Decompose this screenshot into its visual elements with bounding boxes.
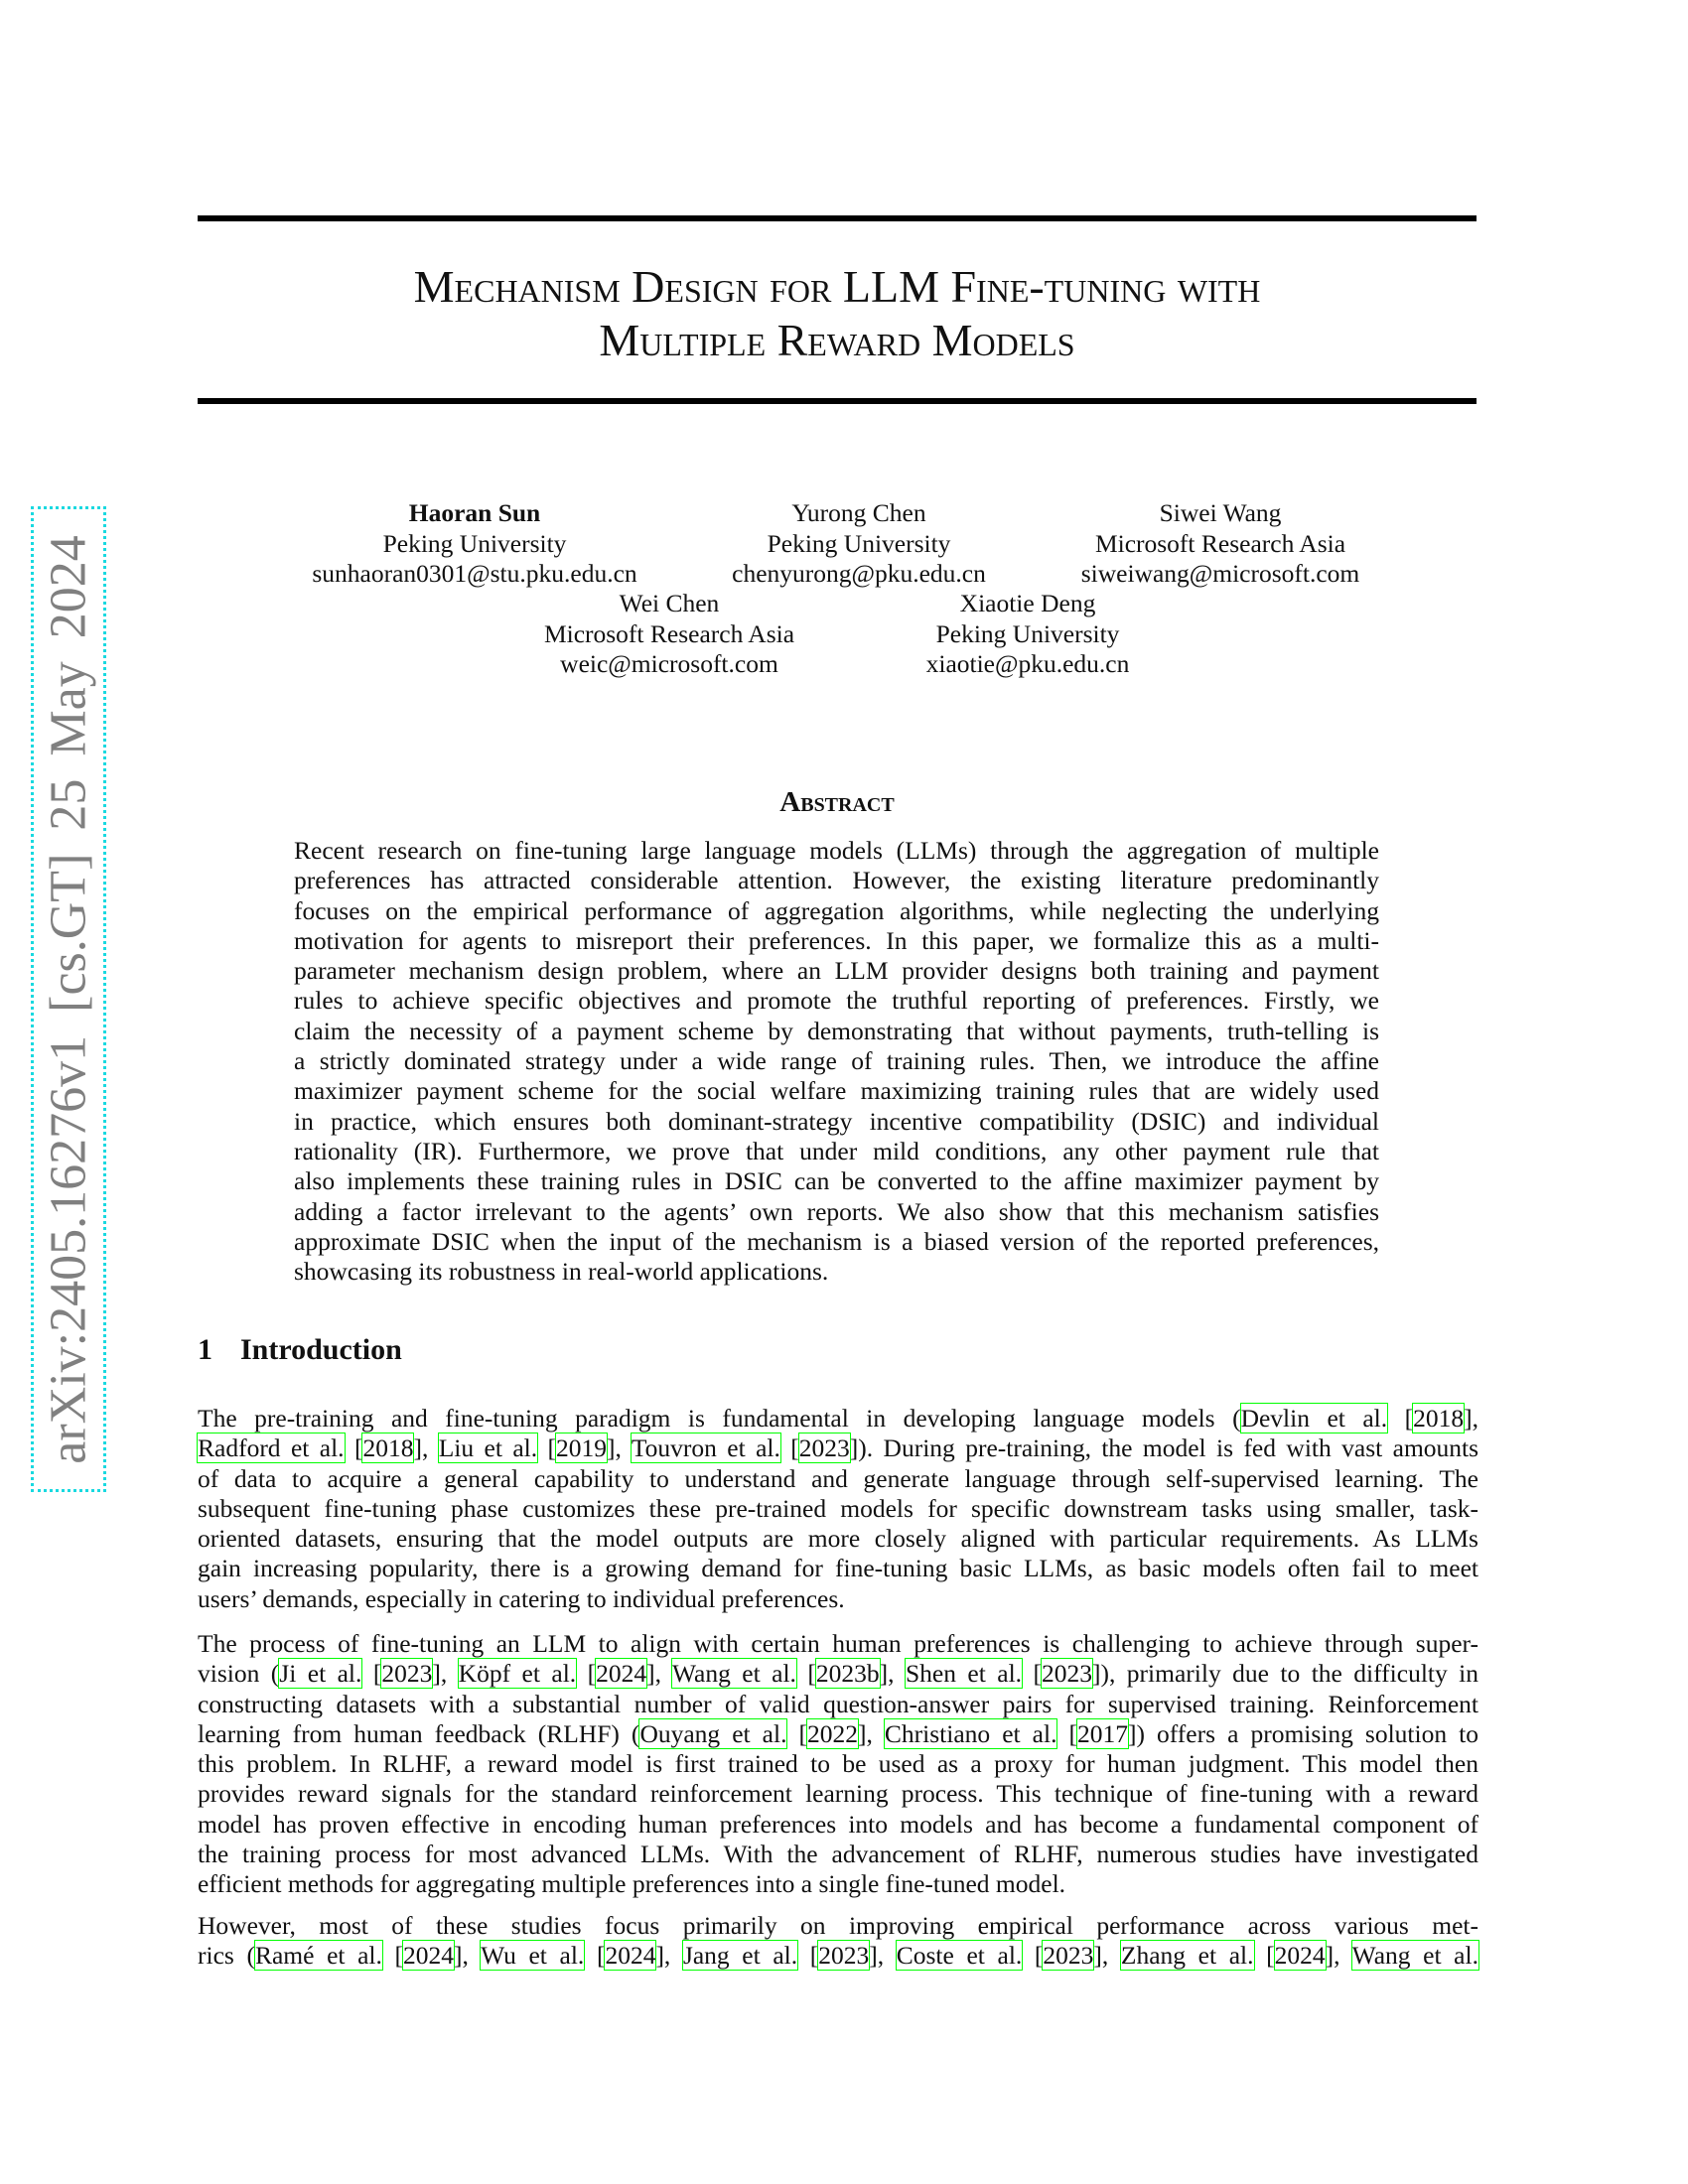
text-segment: learning from human feedback (RLHF) ( bbox=[198, 1718, 640, 1748]
text-segment: provides reward signals for the standard reinforcement learning process. This technique of fine-tuning with a reward bbox=[198, 1779, 1478, 1809]
text-segment: the training process for most advanced LLMs. With the advancement of RLHF, numerous studies have investigated bbox=[198, 1840, 1478, 1869]
text-line bbox=[198, 1911, 1478, 1941]
abstract-line: claim the necessity of a payment scheme by demonstrating that without payments, truth-telling is bbox=[294, 1016, 1379, 1045]
text-segment: gain increasing popularity, there is a growing demand for fine-tuning basic LLMs, as basic models often fail to meet bbox=[198, 1554, 1478, 1583]
author-affiliation: Microsoft Research Asia bbox=[543, 618, 795, 648]
author-block bbox=[962, 498, 1478, 590]
citation-link[interactable]: Devlin et al. bbox=[1240, 1404, 1388, 1433]
author-block bbox=[770, 589, 1286, 680]
arxiv-stamp bbox=[31, 506, 106, 1492]
text-line bbox=[198, 1524, 1478, 1554]
text-line bbox=[198, 1659, 1478, 1689]
citation-link[interactable]: Coste et al. bbox=[896, 1941, 1023, 1971]
arxiv-identifier: arXiv:2405.16276v1 [cs.GT] 25 May 2024 bbox=[40, 534, 97, 1464]
abstract-line: preferences has attracted considerable attention. However, the existing literature predominantly bbox=[294, 866, 1379, 895]
text-segment: vision ( bbox=[198, 1659, 280, 1689]
text-line bbox=[198, 1433, 1478, 1463]
text-segment: ], bbox=[607, 1433, 632, 1463]
citation-link[interactable]: 2017 bbox=[1077, 1718, 1128, 1748]
text-segment: The pre-training and fine-tuning paradigm is fundamental in developing language models ( bbox=[198, 1404, 1241, 1433]
paragraph bbox=[198, 1629, 1478, 1900]
author-name: Wei Chen bbox=[619, 589, 720, 617]
text-segment: [ bbox=[1253, 1941, 1275, 1971]
text-segment: [ bbox=[1387, 1404, 1414, 1433]
text-segment: ], bbox=[1093, 1941, 1121, 1971]
text-segment: constructing datasets with a substantial number of valid question-answer pairs for supervised training. Reinforcement bbox=[198, 1689, 1478, 1718]
author-name: Xiaotie Deng bbox=[959, 589, 1096, 617]
citation-link[interactable]: 2023b bbox=[815, 1659, 880, 1689]
citation-link[interactable]: 2024 bbox=[605, 1941, 656, 1971]
text-segment: [ bbox=[779, 1433, 799, 1463]
citation-link[interactable]: Shen et al. bbox=[905, 1659, 1023, 1689]
abstract-line: rules to achieve specific objectives and promote the truthful reporting of preferences. Firstly, we bbox=[294, 986, 1379, 1016]
author-name: Siwei Wang bbox=[1159, 498, 1282, 527]
text-segment: users’ demands, especially in catering to individual preferences. bbox=[198, 1583, 845, 1613]
section-title: Introduction bbox=[240, 1333, 402, 1366]
citation-link[interactable]: 2024 bbox=[1274, 1941, 1326, 1971]
citation-link[interactable]: 2018 bbox=[1413, 1404, 1465, 1433]
text-segment: [ bbox=[797, 1941, 819, 1971]
text-line bbox=[198, 1404, 1478, 1433]
abstract-line: motivation for agents to misreport their preferences. In this paper, we formalize this as a multi- bbox=[294, 925, 1379, 955]
text-segment: of data to acquire a general capability to understand and generate language through self-supervised learning. The bbox=[198, 1463, 1478, 1493]
abstract-line: parameter mechanism design problem, where an LLM provider designs both training and payment bbox=[294, 956, 1379, 986]
citation-link[interactable]: Christiano et al. bbox=[884, 1718, 1057, 1748]
text-line bbox=[198, 1840, 1478, 1869]
author-email[interactable]: weic@microsoft.com bbox=[560, 649, 778, 678]
citation-link[interactable]: Wang et al. bbox=[1351, 1941, 1478, 1971]
abstract-line: in practice, which ensures both dominant-strategy incentive compatibility (DSIC) and individual bbox=[294, 1106, 1379, 1136]
abstract-heading: Abstract bbox=[779, 786, 895, 818]
text-segment: However, most of these studies focus primarily on improving empirical performance across various met- bbox=[198, 1911, 1478, 1940]
text-segment: ], bbox=[646, 1659, 672, 1689]
citation-link[interactable]: 2019 bbox=[556, 1433, 608, 1463]
text-line bbox=[198, 1779, 1478, 1809]
text-line bbox=[198, 1494, 1478, 1524]
text-segment: subsequent fine-tuning phase customizes these pre-trained models for specific downstream tasks using smaller, task- bbox=[198, 1493, 1478, 1523]
author-name: Yurong Chen bbox=[791, 498, 926, 527]
citation-link[interactable]: 2024 bbox=[596, 1659, 647, 1689]
citation-link[interactable]: Wu et al. bbox=[481, 1941, 585, 1971]
text-line bbox=[198, 1869, 1478, 1899]
text-line bbox=[198, 1464, 1478, 1494]
text-segment: [ bbox=[786, 1718, 807, 1748]
citation-link[interactable]: 2018 bbox=[362, 1433, 414, 1463]
text-segment: The process of fine-tuning an LLM to align with certain human preferences is challenging to achieve through super- bbox=[198, 1629, 1478, 1658]
text-segment: ]), primarily due to the difficulty in bbox=[1092, 1659, 1479, 1689]
text-segment: ], bbox=[655, 1941, 683, 1971]
text-line bbox=[198, 1629, 1478, 1659]
abstract-line: a strictly dominated strategy under a wide range of training rules. Then, we introduce the affine bbox=[294, 1046, 1379, 1076]
author-affiliation: Peking University bbox=[382, 528, 567, 558]
text-line bbox=[198, 1941, 1478, 1971]
abstract-line: maximizer payment scheme for the social welfare maximizing training rules that are widely used bbox=[294, 1076, 1379, 1106]
text-segment: ], bbox=[869, 1941, 897, 1971]
author-email[interactable]: sunhaoran0301@stu.pku.edu.cn bbox=[312, 559, 637, 588]
section-number: 1 bbox=[198, 1333, 212, 1366]
citation-link[interactable]: Liu et al. bbox=[438, 1433, 538, 1463]
text-segment: [ bbox=[537, 1433, 557, 1463]
abstract-line: also implements these training rules in DSIC can be converted to the affine maximizer payment by bbox=[294, 1166, 1379, 1196]
text-segment: ], bbox=[413, 1433, 439, 1463]
paper-title-line-1: Mechanism Design for LLM Fine-tuning with bbox=[413, 261, 1261, 312]
text-segment: ], bbox=[879, 1659, 906, 1689]
author-email[interactable]: siweiwang@microsoft.com bbox=[1080, 559, 1360, 588]
citation-link[interactable]: 2023 bbox=[798, 1433, 850, 1463]
abstract-text bbox=[294, 836, 1379, 1287]
text-segment: [ bbox=[381, 1941, 404, 1971]
citation-link[interactable]: 2023 bbox=[1043, 1941, 1094, 1971]
text-segment: [ bbox=[344, 1433, 363, 1463]
abstract-line: focuses on the empirical performance of aggregation algorithms, while neglecting the underlying bbox=[294, 895, 1379, 925]
author-affiliation: Peking University bbox=[767, 528, 951, 558]
text-segment: ], bbox=[454, 1941, 482, 1971]
text-segment: [ bbox=[1056, 1718, 1077, 1748]
abstract-line: adding a factor irrelevant to the agents’ own reports. We also show that this mechanism satisfies bbox=[294, 1196, 1379, 1226]
citation-link[interactable]: 2023 bbox=[381, 1659, 433, 1689]
text-segment: ]) offers a promising solution to bbox=[1128, 1718, 1478, 1748]
citation-link[interactable]: 2023 bbox=[818, 1941, 870, 1971]
abstract-line: Recent research on fine-tuning large language models (LLMs) through the aggregation of multiple bbox=[294, 836, 1379, 865]
text-segment: ], bbox=[858, 1718, 885, 1748]
paragraph bbox=[198, 1911, 1478, 1972]
section-heading bbox=[198, 1333, 402, 1367]
citation-link[interactable]: Ji et al. bbox=[279, 1659, 362, 1689]
text-line bbox=[198, 1554, 1478, 1583]
paragraph bbox=[198, 1404, 1478, 1614]
citation-link[interactable]: Wang et al. bbox=[671, 1659, 796, 1689]
text-segment: ], bbox=[1325, 1941, 1352, 1971]
text-line bbox=[198, 1584, 1478, 1614]
title-bottom-rule bbox=[198, 398, 1477, 404]
citation-link[interactable]: Ramé et al. bbox=[254, 1941, 382, 1971]
text-segment: oriented datasets, ensuring that the model outputs are more closely aligned with particular requirements. As LLMs bbox=[198, 1524, 1478, 1554]
text-segment: [ bbox=[584, 1941, 606, 1971]
text-segment: ], bbox=[1464, 1404, 1478, 1433]
citation-link[interactable]: 2024 bbox=[403, 1941, 455, 1971]
text-line bbox=[198, 1810, 1478, 1840]
text-segment: efficient methods for aggregating multiple preferences into a single fine-tuned model. bbox=[198, 1869, 1066, 1899]
text-segment: [ bbox=[795, 1659, 816, 1689]
text-segment: [ bbox=[1022, 1659, 1042, 1689]
citation-link[interactable]: Zhang et al. bbox=[1120, 1941, 1254, 1971]
text-segment: model has proven effective in encoding human preferences into models and has become a fundamental component of bbox=[198, 1809, 1478, 1839]
text-segment: [ bbox=[1022, 1941, 1044, 1971]
author-name: Haoran Sun bbox=[408, 498, 541, 527]
citation-link[interactable]: 2023 bbox=[1042, 1659, 1092, 1689]
citation-link[interactable]: 2022 bbox=[807, 1718, 858, 1748]
text-segment: ], bbox=[432, 1659, 459, 1689]
citation-link[interactable]: Ouyang et al. bbox=[639, 1718, 787, 1748]
abstract-line: approximate DSIC when the input of the mechanism is a biased version of the reported preferences, bbox=[294, 1226, 1379, 1256]
citation-link[interactable]: Köpf et al. bbox=[458, 1659, 577, 1689]
author-email[interactable]: xiaotie@pku.edu.cn bbox=[925, 649, 1130, 678]
citation-link[interactable]: Jang et al. bbox=[682, 1941, 798, 1971]
text-line bbox=[198, 1719, 1478, 1749]
citation-link[interactable]: Radford et al. bbox=[198, 1433, 345, 1463]
paper-title-line-2: Multiple Reward Models bbox=[599, 315, 1075, 365]
text-segment: [ bbox=[576, 1659, 597, 1689]
text-segment: [ bbox=[361, 1659, 382, 1689]
text-segment: ]). During pre-training, the model is fed with vast amounts bbox=[849, 1433, 1479, 1463]
author-affiliation: Microsoft Research Asia bbox=[1094, 528, 1346, 558]
text-segment: this problem. In RLHF, a reward model is first trained to be used as a proxy for human judgment. This model then bbox=[198, 1749, 1478, 1779]
author-affiliation: Peking University bbox=[935, 618, 1120, 648]
title-top-rule bbox=[198, 215, 1477, 221]
text-segment: rics ( bbox=[198, 1941, 255, 1971]
abstract-line: rationality (IR). Furthermore, we prove that under mild conditions, any other payment rule that bbox=[294, 1136, 1379, 1165]
text-line bbox=[198, 1749, 1478, 1779]
abstract-line: showcasing its robustness in real-world applications. bbox=[294, 1257, 829, 1287]
author-email[interactable]: chenyurong@pku.edu.cn bbox=[732, 559, 986, 588]
text-line bbox=[198, 1690, 1478, 1719]
citation-link[interactable]: Touvron et al. bbox=[631, 1433, 780, 1463]
